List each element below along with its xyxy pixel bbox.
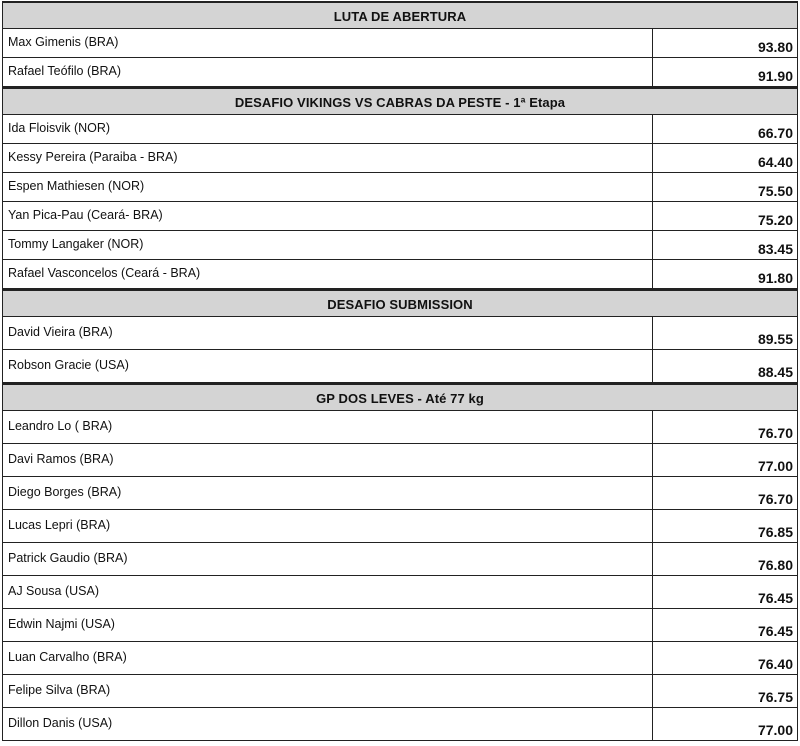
table-row	[2, 708, 798, 741]
athlete-weight: 76.70	[757, 491, 793, 507]
athlete-weight: 76.45	[757, 590, 793, 606]
athlete-name: Ida Floisvik (NOR)	[3, 115, 653, 143]
athlete-weight: 66.70	[757, 125, 793, 141]
athlete-weight: 76.75	[757, 689, 793, 705]
table-row	[2, 411, 798, 444]
athlete-name: Max Gimenis (BRA)	[3, 29, 653, 57]
athlete-name: Diego Borges (BRA)	[3, 477, 653, 509]
table-row	[2, 576, 798, 609]
athlete-weight: 88.45	[757, 364, 793, 380]
table-row	[2, 510, 798, 543]
table-row	[2, 260, 798, 289]
athlete-weight: 83.45	[757, 241, 793, 257]
table-row	[2, 202, 798, 231]
athlete-weight: 77.00	[757, 458, 793, 474]
table-row	[2, 173, 798, 202]
table-row	[2, 115, 798, 144]
athlete-weight: 76.40	[757, 656, 793, 672]
athlete-weight: 93.80	[757, 39, 793, 55]
table-row	[2, 477, 798, 510]
table-row	[2, 609, 798, 642]
athlete-weight: 76.70	[757, 425, 793, 441]
table-row	[2, 350, 798, 383]
athlete-name: Robson Gracie (USA)	[3, 350, 653, 382]
athlete-name: Rafael Teófilo (BRA)	[3, 58, 653, 86]
table-row	[2, 317, 798, 350]
athlete-name: Lucas Lepri (BRA)	[3, 510, 653, 542]
section-header-vikings-challenge: DESAFIO VIKINGS VS CABRAS DA PESTE - 1ª Etapa	[2, 87, 798, 115]
weigh-in-table	[2, 1, 798, 741]
athlete-name: Espen Mathiesen (NOR)	[3, 173, 653, 201]
athlete-name: Dillon Danis (USA)	[3, 708, 653, 740]
table-row	[2, 444, 798, 477]
athlete-name: Patrick Gaudio (BRA)	[3, 543, 653, 575]
athlete-name: AJ Sousa (USA)	[3, 576, 653, 608]
athlete-weight: 89.55	[757, 331, 793, 347]
athlete-weight: 76.80	[757, 557, 793, 573]
athlete-name: Tommy Langaker (NOR)	[3, 231, 653, 259]
athlete-weight: 76.85	[757, 524, 793, 540]
section-header-opening-fight: LUTA DE ABERTURA	[2, 1, 798, 29]
athlete-weight: 77.00	[757, 722, 793, 738]
athlete-weight: 64.40	[757, 154, 793, 170]
section-header-lightweight-gp: GP DOS LEVES - Até 77 kg	[2, 383, 798, 411]
athlete-weight: 75.20	[757, 212, 793, 228]
athlete-name: David Vieira (BRA)	[3, 317, 653, 349]
table-row	[2, 144, 798, 173]
athlete-name: Rafael Vasconcelos (Ceará - BRA)	[3, 260, 653, 288]
table-row	[2, 58, 798, 87]
table-row	[2, 231, 798, 260]
table-row	[2, 543, 798, 576]
section-header-submission-challenge: DESAFIO SUBMISSION	[2, 289, 798, 317]
table-row	[2, 29, 798, 58]
athlete-name: Yan Pica-Pau (Ceará- BRA)	[3, 202, 653, 230]
table-row	[2, 642, 798, 675]
athlete-name: Davi Ramos (BRA)	[3, 444, 653, 476]
athlete-weight: 75.50	[757, 183, 793, 199]
athlete-weight: 91.90	[757, 68, 793, 84]
athlete-name: Kessy Pereira (Paraiba - BRA)	[3, 144, 653, 172]
athlete-weight: 91.80	[757, 270, 793, 286]
athlete-name: Luan Carvalho (BRA)	[3, 642, 653, 674]
athlete-weight: 76.45	[757, 623, 793, 639]
athlete-name: Leandro Lo ( BRA)	[3, 411, 653, 443]
athlete-name: Felipe Silva (BRA)	[3, 675, 653, 707]
table-row	[2, 675, 798, 708]
athlete-name: Edwin Najmi (USA)	[3, 609, 653, 641]
